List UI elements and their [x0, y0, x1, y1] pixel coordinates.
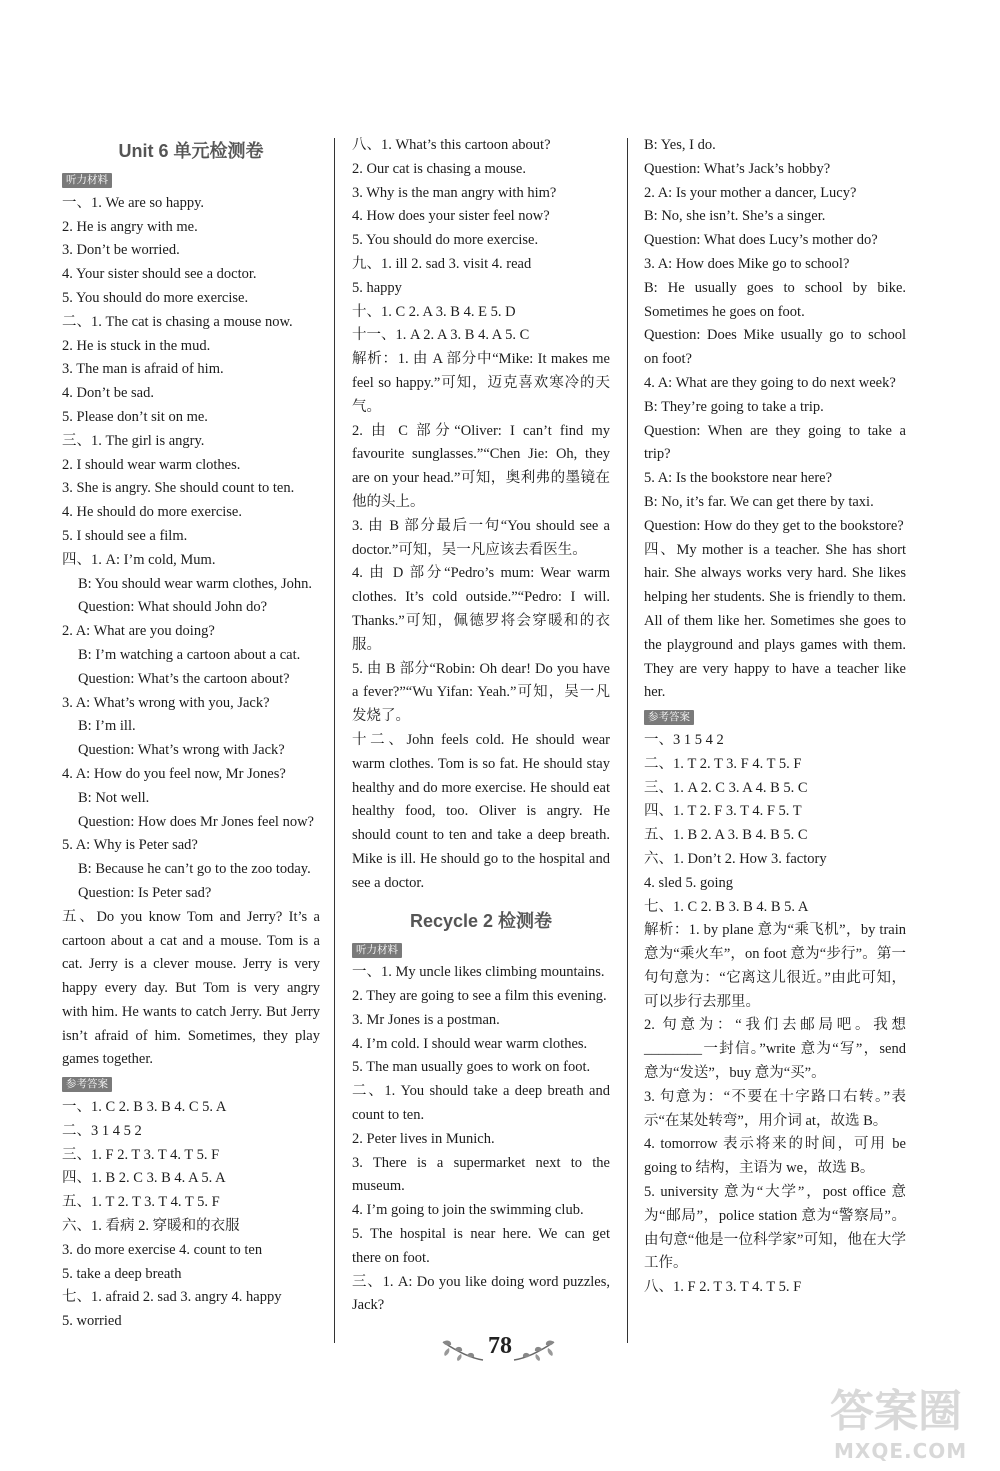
text-line: B: Not well. [78, 789, 150, 806]
text-line: Question: What’s wrong with Jack? [78, 742, 285, 759]
text-line: 2. He is angry with me. [62, 218, 198, 235]
answer-key-tag: 参考答案 [644, 710, 694, 725]
answer-line: 六、1. 看病 2. 穿暖和的衣服 [62, 1218, 240, 1235]
text-line: 三、1. A: Do you like doing word puzzles, Jack? [352, 1273, 610, 1314]
text-line: 2. Our cat is chasing a mouse. [352, 160, 526, 177]
column-divider [627, 138, 628, 1343]
recycle-part-2 [352, 1080, 610, 1270]
answer-line: 四、1. B 2. C 3. B 4. A 5. A [62, 1170, 226, 1187]
listening-material-tag: 听力材料 [62, 173, 112, 188]
text-line: Question: What’s the cartoon about? [78, 670, 290, 687]
text-line: 5. happy [352, 279, 402, 296]
text-line: 4. He should do more exercise. [62, 504, 242, 521]
analysis [644, 919, 906, 1276]
text-line: Question: How do they get to the bookstore? [644, 517, 904, 534]
recycle-part-1 [352, 961, 610, 1080]
text-line: 3. A: How does Mike go to school? [644, 255, 850, 272]
column-1 [62, 134, 320, 1334]
analysis-item: 4. 由 D 部分“Pedro’s mum: Wear warm clothes. It’s cold outside.”“Pedro: I will. Thanks.”可知，佩德罗将会穿暖和的衣服。 [352, 565, 610, 653]
listening-part-4 [62, 549, 320, 906]
answer-key-tag: 参考答案 [62, 1077, 112, 1092]
text-line: 2. He is stuck in the mud. [62, 337, 211, 354]
text-line: 4. Don’t be sad. [62, 385, 154, 402]
text-line: 5. I should see a film. [62, 527, 188, 544]
answer-line: 七、1. afraid 2. sad 3. angry 4. happy [62, 1289, 282, 1306]
watermark-logo [826, 1373, 986, 1465]
watermark-url: MXQE.COM [834, 1439, 968, 1463]
text-line: 3. The man is afraid of him. [62, 361, 224, 378]
text-line: Question: Is Peter sad? [78, 884, 212, 901]
text-line: 3. She is angry. She should count to ten. [62, 480, 295, 497]
answer-line: 一、1. C 2. B 3. B 4. C 5. A [62, 1099, 227, 1116]
text-line: 十一、1. A 2. A 3. B 4. A 5. C [352, 327, 530, 344]
text-line: 4. I’m going to join the swimming club. [352, 1202, 584, 1219]
text-line: 八、1. What’s this cartoon about? [352, 137, 551, 153]
text-line: Question: When are they going to take a trip? [644, 422, 906, 463]
answer-line: 七、1. C 2. B 3. B 4. B 5. A [644, 898, 809, 915]
answer-line: 3. do more exercise 4. count to ten [62, 1241, 263, 1258]
text-line: 三、1. The girl is angry. [62, 432, 205, 449]
text-line: B: Because he can’t go to the zoo today. [78, 861, 311, 878]
text-line: 4. How does your sister feel now? [352, 208, 550, 225]
text-line: 5. You should do more exercise. [62, 289, 249, 306]
text-line: 3. There is a supermarket next to the museum. [352, 1154, 610, 1195]
text-line: B: I’m ill. [78, 718, 136, 735]
text-line: 3. A: What’s wrong with you, Jack? [62, 694, 270, 711]
leaf-ornament-icon [512, 1336, 572, 1366]
answer-key [62, 1096, 320, 1334]
text-line: Question: What should John do? [78, 599, 268, 616]
answer-line: 4. sled 5. going [644, 874, 734, 891]
text-line: 3. Don’t be worried. [62, 242, 180, 259]
column-3 [644, 134, 906, 1300]
text-line: 2. A: What are you doing? [62, 623, 215, 640]
text-line: B: No, it’s far. We can get there by taxi. [644, 493, 874, 510]
page-number: 78 [488, 1333, 512, 1359]
text-line: 5. Please don’t sit on me. [62, 408, 208, 425]
text-line: B: You should wear warm clothes, John. [78, 575, 313, 592]
text-line: 4. A: What are they going to do next week? [644, 374, 896, 391]
answer-line: 三、1. F 2. T 3. T 4. T 5. F [62, 1146, 220, 1163]
text-line: 3. Why is the man angry with him? [352, 184, 557, 201]
analysis-item: 5. 由 B 部分“Robin: Oh dear! Do you have a fever?”“Wu Yifan: Yeah.”可知，吴一凡发烧了。 [352, 660, 610, 725]
text-line: B: He usually goes to school by bike. Sometimes he goes on foot. [644, 279, 906, 320]
answer-line: 一、3 1 5 4 2 [644, 731, 724, 748]
answer-line: 三、1. A 2. C 3. A 4. B 5. C [644, 779, 808, 796]
part-4-passage: 四、My mother is a teacher. She has short hair. She always works very hard. She likes helping her students. She is friendly to them. All of them like her. Sometimes she goes to the playground and plays games with them. They are very happy to have a teacher like her. [644, 541, 906, 701]
text-line: B: I’m watching a cartoon about a cat. [78, 646, 301, 663]
text-line: 一、1. We are so happy. [62, 194, 205, 211]
analysis-item: 2. 由 C 部分“Oliver: I can’t find my favourite sunglasses.”“Chen Jie: Oh, they are on your head.”可知，奥利弗的墨镜在他的头上。 [352, 422, 610, 510]
text-line: B: Yes, I do. [644, 137, 716, 153]
text-line: 4. Your sister should see a doctor. [62, 266, 257, 283]
text-line: 5. A: Why is Peter sad? [62, 837, 198, 854]
text-line: 四、1. A: I’m cold, Mum. [62, 551, 216, 568]
text-line: B: They’re going to take a trip. [644, 398, 824, 415]
text-line: 二、1. The cat is chasing a mouse now. [62, 313, 293, 330]
answer-line: 八、1. F 2. T 3. T 4. T 5. F [644, 1279, 802, 1296]
text-line: 4. A: How do you feel now, Mr Jones? [62, 765, 286, 782]
analysis-item: 5. university 意为“大学”，post office 意为“邮局”，police station 意为“警察局”。由句意“他是一位科学家”可知，他在大学工作。 [644, 1184, 906, 1272]
text-line: 5. You should do more exercise. [352, 232, 539, 249]
text-line: 2. They are going to see a film this evening. [352, 988, 607, 1005]
answers-part-8 [352, 134, 610, 253]
answer-line: 五、1. T 2. T 3. T 4. T 5. F [62, 1194, 220, 1211]
column-2 [352, 134, 610, 1318]
answer-line: 五、1. B 2. A 3. B 4. B 5. C [644, 827, 808, 844]
text-line: 3. Mr Jones is a postman. [352, 1011, 500, 1028]
analysis-item: 3. 句意为：“不要在十字路口右转。”表示“在某处转弯”，用介词 at，故选 B。 [644, 1088, 906, 1129]
text-line: Question: What does Lucy’s mother do? [644, 232, 878, 249]
analysis-item: 解析：1. by plane 意为“乘飞机”，by train 意为“乘火车”，on foot 意为“步行”。第一句句意为：“它离这儿很近。”由此可知，可以步行去那里。 [644, 922, 906, 1010]
analysis-item: 解析：1. 由 A 部分中“Mike: It makes me feel so happy.”可知，迈克喜欢寒冷的天气。 [352, 351, 610, 415]
text-line: Question: How does Mr Jones feel now? [78, 813, 314, 830]
answer-line: 二、3 1 4 5 2 [62, 1122, 142, 1139]
listening-part-1 [62, 192, 320, 311]
listening-material-tag: 听力材料 [352, 943, 402, 958]
listening-part-5-passage: 五、Do you know Tom and Jerry? It’s a cartoon about a cat and a mouse. Tom is a cat. Jerry is a clever mouse. Jerry is very happy every day. But Tom is very angry with him. He wants to catch Jerry. But Jerry isn’t afraid of him. Sometimes, they play games together. [62, 908, 320, 1068]
text-line: 4. I’m cold. I should wear warm clothes. [352, 1035, 588, 1052]
analysis [352, 348, 610, 729]
column-divider [334, 138, 335, 1343]
text-line: 九、1. ill 2. sad 3. visit 4. read [352, 255, 532, 272]
text-line: Question: What’s Jack’s hobby? [644, 160, 831, 177]
text-line: 5. A: Is the bookstore near here? [644, 470, 833, 487]
text-line: 2. I should wear warm clothes. [62, 456, 241, 473]
analysis-item: 2. 句意为：“我们去邮局吧。我想________一封信。”write 意为“写”，send 意为“发送”，buy 意为“买”。 [644, 1017, 906, 1082]
text-line: 2. A: Is your mother a dancer, Lucy? [644, 184, 857, 201]
text-line: 一、1. My uncle likes climbing mountains. [352, 964, 605, 981]
answer-line: 5. take a deep breath [62, 1265, 182, 1282]
answer-line: 六、1. Don’t 2. How 3. factory [644, 850, 827, 867]
answer-line: 5. worried [62, 1313, 122, 1330]
text-line: B: No, she isn’t. She’s a singer. [644, 208, 826, 225]
listening-part-3 [62, 430, 320, 549]
answer-line: 二、1. T 2. T 3. F 4. T 5. F [644, 755, 802, 772]
text-line: 二、1. You should take a deep breath and count to ten. [352, 1083, 610, 1124]
recycle2-title: Recycle 2 检测卷 [409, 910, 553, 931]
unit6-title: Unit 6 单元检测卷 [118, 141, 264, 161]
analysis-item: 3. 由 B 部分最后一句“You should see a doctor.”可知，吴一凡应该去看医生。 [352, 517, 610, 558]
text-line: 2. Peter lives in Munich. [352, 1130, 495, 1147]
part-12-passage: 十二、John feels cold. He should wear warm clothes. Tom is so fat. He should stay healthy and do more exercise. He should eat healthy food, too. Oliver is angry. He should count to ten and take a deep breath. Mike is ill. He should go to the hospital and see a doctor. [352, 731, 610, 891]
watermark-cn: 答案圈 [830, 1386, 962, 1437]
listening-part-2 [62, 311, 320, 430]
text-line: Question: Does Mike usually go to school on foot? [644, 327, 906, 368]
answer-line: 四、1. T 2. F 3. T 4. F 5. T [644, 803, 802, 820]
analysis-item: 4. tomorrow 表示将来的时间，可用 be going to 结构，主语为 we，故选 B。 [644, 1136, 906, 1177]
text-line: 5. The hospital is near here. We can get there on foot. [352, 1226, 610, 1266]
answer-key [644, 729, 906, 919]
text-line: 5. The man usually goes to work on foot. [352, 1059, 591, 1076]
recycle-part-3-dialogs [644, 134, 906, 539]
text-line: 十、1. C 2. A 3. B 4. E 5. D [352, 303, 516, 320]
